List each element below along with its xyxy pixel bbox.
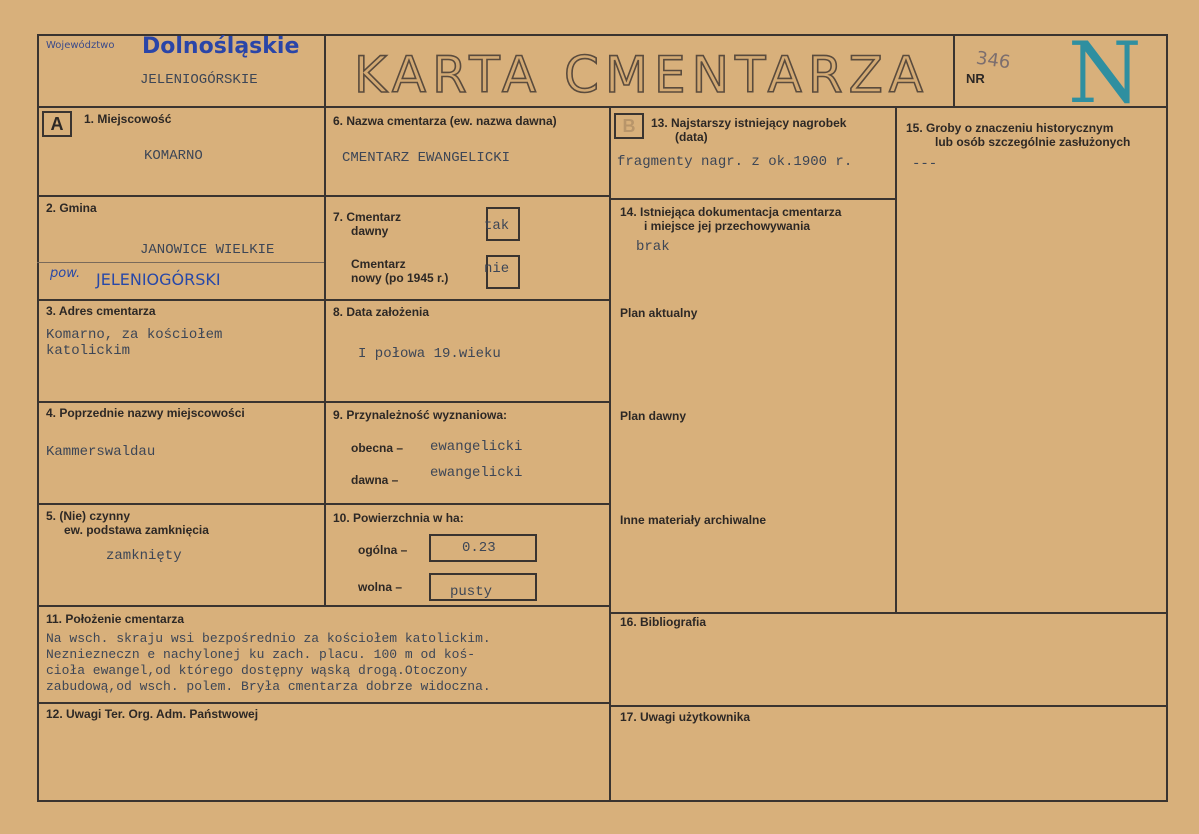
f5-value: zamknięty xyxy=(106,548,182,564)
nr-label: NR xyxy=(966,71,985,86)
f11-line1: Na wsch. skraju wsi bezpośrednio za kościołem katolickim. xyxy=(46,631,491,646)
f13-label-line1: 13. Najstarszy istniejący nagrobek xyxy=(651,116,847,130)
f5-label-line1: 5. (Nie) czynny xyxy=(46,509,131,523)
hline-left-6 xyxy=(37,702,611,704)
f15-label-line1: 15. Groby o znaczeniu historycznym xyxy=(906,121,1114,135)
hline-right-big xyxy=(609,612,1168,614)
f7-nowy-value: nie xyxy=(484,261,510,277)
col-divider-3 xyxy=(895,106,897,612)
f7-dawny-value: tak xyxy=(484,218,510,234)
hline-left-4 xyxy=(37,503,611,505)
f14-label-line2: i miejsce jej przechowywania xyxy=(644,219,811,233)
f7-label-nowy-1: Cmentarz xyxy=(351,257,406,271)
f9-dawna-value: ewangelicki xyxy=(430,465,523,481)
wojewodztwo-value: Dolnośląskie xyxy=(142,34,300,59)
f10-label: 10. Powierzchnia w ha: xyxy=(333,511,464,525)
f4-label: 4. Poprzednie nazwy miejscowości xyxy=(46,406,245,420)
f14-value: brak xyxy=(636,239,670,255)
f12-label: 12. Uwagi Ter. Org. Adm. Państwowej xyxy=(46,707,259,721)
hline-left-2 xyxy=(37,299,611,301)
hline-left-5 xyxy=(37,605,611,607)
f11-line3: cioła ewangel,od którego dostępny wąską drogą.Otoczony xyxy=(46,663,468,678)
region-typed: JELENIOGÓRSKIE xyxy=(140,72,258,88)
f10-wolna-value: pusty xyxy=(450,584,493,600)
f10-ogolna-value: 0.23 xyxy=(462,540,496,556)
f11-line2: Nezniezneczn e nachylonej ku zach. placu. 100 m od koś- xyxy=(46,647,476,662)
col-divider-1 xyxy=(324,106,326,606)
f15-label-line2: lub osób szczególnie zasłużonych xyxy=(935,135,1131,149)
f1-value: KOMARNO xyxy=(144,148,203,164)
wojewodztwo-label: Województwo xyxy=(46,40,115,51)
header-divider xyxy=(37,106,1168,108)
f11-label: 11. Położenie cmentarza xyxy=(46,612,185,626)
f9-obecna-label: obecna – xyxy=(351,441,404,455)
f5-label-line2: ew. podstawa zamknięcia xyxy=(64,523,209,537)
f3-value-line1: Komarno, za kościołem xyxy=(46,327,223,343)
f2-value: JANOWICE WIELKIE xyxy=(140,242,275,258)
card-title: KARTA CMENTARZA xyxy=(354,46,930,104)
col-divider-2 xyxy=(609,106,611,802)
f15-value: --- xyxy=(912,156,938,172)
hline-left-3 xyxy=(37,401,611,403)
f1-label: 1. Miejscowość xyxy=(84,112,172,126)
f9-dawna-label: dawna – xyxy=(351,473,399,487)
f13-value: fragmenty nagr. z ok.1900 r. xyxy=(617,154,853,170)
f16-label: 16. Bibliografia xyxy=(620,615,707,629)
f11-line4: zabudową,od wsch. polem. Bryła cmentarza dobrze widoczna. xyxy=(46,679,491,694)
f7-label-dawny-1: 7. Cmentarz xyxy=(333,210,402,224)
header-vline-2 xyxy=(953,34,955,106)
header-vline-1 xyxy=(324,34,326,106)
inne-materialy-label: Inne materiały archiwalne xyxy=(620,513,767,527)
f10-ogolna-label: ogólna – xyxy=(358,543,408,557)
f9-obecna-value: ewangelicki xyxy=(430,439,523,455)
f2-label: 2. Gmina xyxy=(46,201,97,215)
hline-left-1 xyxy=(37,195,611,197)
f13-label-line2: (data) xyxy=(675,130,708,144)
f10-wolna-label: wolna – xyxy=(358,580,403,594)
section-a-tag: A xyxy=(42,111,72,137)
f3-value-line2: katolickim xyxy=(46,343,131,359)
f4-value: Kammerswaldau xyxy=(46,444,156,460)
f17-label: 17. Uwagi użytkownika xyxy=(620,710,751,724)
f8-value: I połowa 19.wieku xyxy=(358,346,501,362)
f6-value: CMENTARZ EWANGELICKI xyxy=(342,150,511,166)
f6-label: 6. Nazwa cmentarza (ew. nazwa dawna) xyxy=(333,114,557,128)
f8-label: 8. Data założenia xyxy=(333,305,430,319)
plan-aktualny-label: Plan aktualny xyxy=(620,306,698,320)
f7-label-nowy-2: nowy (po 1945 r.) xyxy=(351,271,449,285)
f2-pow-value: JELENIOGÓRSKI xyxy=(96,270,221,289)
f14-label-line1: 14. Istniejąca dokumentacja cmentarza xyxy=(620,205,842,219)
nr-letter: N xyxy=(1068,24,1142,122)
hline-mid-13 xyxy=(609,198,897,200)
section-b-tag: B xyxy=(614,113,644,139)
hline-left-pow xyxy=(37,262,324,263)
nr-handwritten: 346 xyxy=(974,47,1012,74)
f7-label-dawny-2: dawny xyxy=(351,224,389,238)
f9-label: 9. Przynależność wyznaniowa: xyxy=(333,408,508,422)
f2-pow-prefix: pow. xyxy=(50,266,81,281)
plan-dawny-label: Plan dawny xyxy=(620,409,687,423)
f3-label: 3. Adres cmentarza xyxy=(46,304,156,318)
hline-right-16 xyxy=(609,705,1168,707)
